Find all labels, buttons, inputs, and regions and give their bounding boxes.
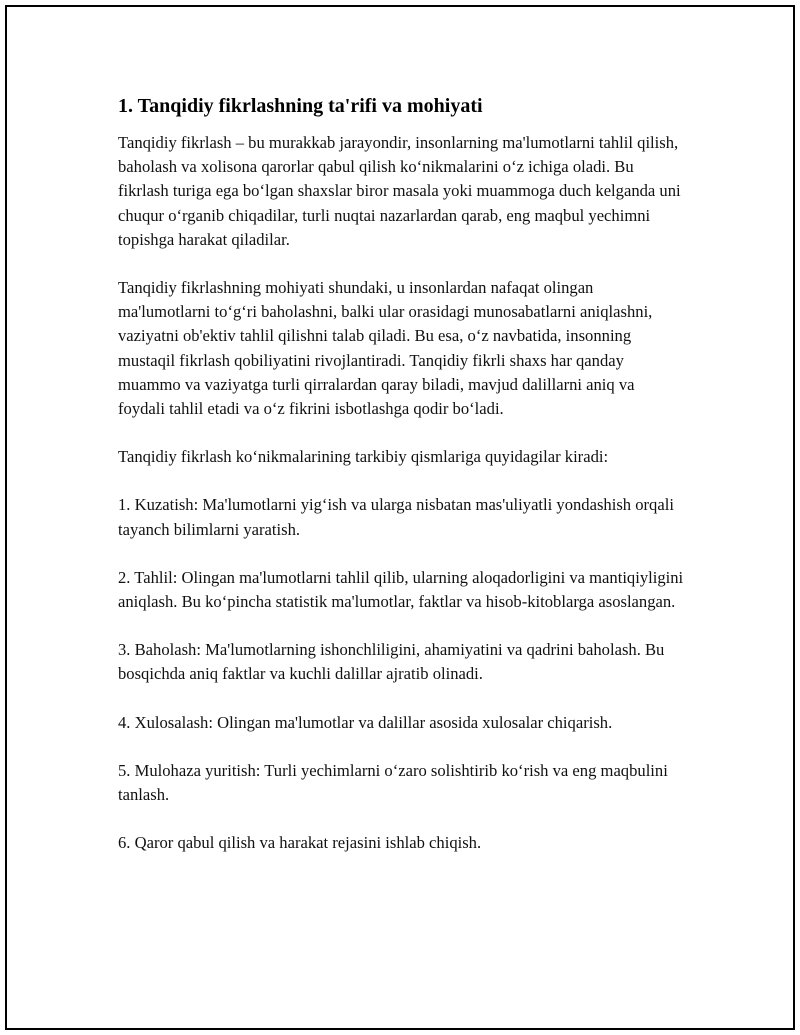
- intro-paragraph: Tanqidiy fikrlash – bu murakkab jarayondir, insonlarning ma'lumotlarni tahlil qilish, baholash va xolisona qarorlar qabul qilish ko‘nikmalarini o‘z ichiga oladi. Bu fikrlash turiga ega bo‘lgan shaxslar biror masala yoki muammoga duch kelganda uni chuqur o‘rganib chiqadilar, turli nuqtai nazarlardan qarab, eng maqbul yechimni topishga harakat qiladilar.: [118, 133, 681, 249]
- list-item-analysis: 2. Tahlil: Olingan ma'lumotlarni tahlil qilib, ularning aloqadorligini va mantiqiyligini aniqlash. Bu ko‘pincha statistik ma'lumotlar, faktlar va hisob-kitoblarga asoslangan.: [118, 567, 684, 612]
- list-item-decision: 6. Qaror qabul qilish va harakat rejasini ishlab chiqish.: [118, 833, 482, 853]
- list-item-conclusion: 4. Xulosalash: Olingan ma'lumotlar va dalillar asosida xulosalar chiqarish.: [118, 712, 613, 732]
- list-item-reasoning: 5. Mulohaza yuritish: Turli yechimlarni o‘zaro solishtirib ko‘rish va eng maqbulini tanlash.: [118, 760, 668, 805]
- list-item-observation: 1. Kuzatish: Ma'lumotlarni yig‘ish va ularga nisbatan mas'uliyatli yondashish orqali tayanch bilimlarni yaratish.: [118, 495, 674, 539]
- list-item-evaluation: 3. Baholash: Ma'lumotlarning ishonchliligini, ahamiyatini va qadrini baholash. Bu bosqichda aniq faktlar va kuchli dalillar ajratib olinadi.: [118, 640, 665, 684]
- section-heading: 1. Tanqidiy fikrlashning ta'rifi va mohiyati: [118, 95, 483, 117]
- document-body: [118, 93, 684, 879]
- components-intro: Tanqidiy fikrlash ko‘nikmalarining tarkibiy qismlariga quyidagilar kiradi:: [118, 447, 609, 467]
- essence-paragraph: Tanqidiy fikrlashning mohiyati shundaki, u insonlardan nafaqat olingan ma'lumotlarni to‘g‘ri baholashni, balki ular orasidagi munosabatlarni aniqlashni, vaziyatni ob'ektiv tahlil qilishni talab qiladi. Bu esa, o‘z navbatida, insonning mustaqil fikrlash qobiliyatini rivojlantiradi. Tanqidiy fikrli shaxs har qanday muammo va vaziyatga turli qirralardan qaray biladi, mavjud dalillarni aniq va foydali tahlil etadi va o‘z fikrini isbotlashga qodir bo‘ladi.: [118, 278, 653, 419]
